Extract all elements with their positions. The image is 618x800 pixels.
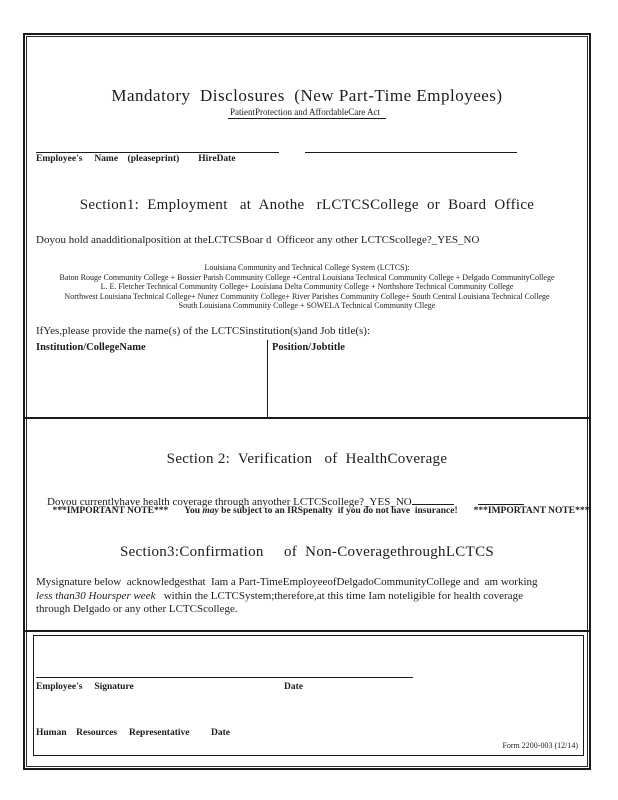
- college-list-item: L. E. Fletcher Technical Community College+ Louisiana Delta Community College + Northshore Technical Community College: [100, 282, 514, 291]
- signature-box: [33, 635, 584, 756]
- section1-heading: Section1: Employment at Anothe rLCTCSCollege or Board Office: [79, 197, 535, 213]
- section1-question: Doyou hold anadditionalposition at theLCTCSBoar d Officeor any other LCTCScollege?_YES_NO: [36, 234, 480, 246]
- section3-paragraph: [36, 576, 576, 617]
- section2-heading: Section 2: Verification of HealthCoverage: [166, 451, 448, 467]
- college-list-item: Louisiana Community and Technical College System (LCTCS):: [204, 263, 410, 272]
- paragraph-line: [36, 590, 576, 604]
- signature-box-top-rule: [25, 630, 589, 632]
- hr-representative-row: [34, 728, 583, 742]
- section2-question: Doyou currentlyhave health coverage through anyother LCTCScollege?_YES_NO: [47, 496, 412, 508]
- section-divider-line: [25, 417, 589, 419]
- hire-date-blank[interactable]: [305, 152, 517, 153]
- employee-name-label: Employee's Name (pleaseprint) HireDate: [36, 154, 236, 164]
- table-column-divider: [267, 340, 268, 419]
- paragraph-line-rest: within the LCTCSystem;therefore,at this time Iam noteligible for health coverage: [155, 589, 523, 602]
- paragraph-line: Mysignature below acknowledgesthat Iam a Part-TimeEmployeeofDelgadoCommunityCollege and am working: [36, 576, 538, 588]
- institution-cell[interactable]: [36, 357, 261, 417]
- important-note: [43, 496, 589, 526]
- employee-signature-row: [34, 682, 583, 696]
- section3-heading: Section3:Confirmation of Non-CoveragethroughLCTCS: [119, 544, 495, 560]
- college-list-item: Northwest Louisiana Technical College+ Nunez Community College+ River Parishes Community College+ South Central Louisiana Technical College: [64, 291, 550, 301]
- form-subtitle-row: [25, 107, 589, 117]
- employee-name-blank[interactable]: [36, 152, 279, 153]
- college-list-item: South Louisiana Community College + SOWELA Technical Community Cllege: [178, 301, 436, 310]
- college-list-item: Baton Rouge Community College + Bossier Parish Community College +Central Louisiana Technical Community College + Delgado CommunityCollege: [59, 272, 555, 282]
- important-note-you: You: [184, 506, 203, 516]
- hr-representative-label: Human Resources Representative: [36, 728, 190, 738]
- important-note-left: ***IMPORTANT NOTE***: [52, 506, 169, 516]
- page-frame: [23, 33, 591, 770]
- important-note-may: may: [202, 506, 219, 516]
- position-column-header: Position/Jobtitle: [272, 342, 345, 353]
- important-note-right: ***IMPORTANT NOTE***: [473, 506, 590, 516]
- hr-date-label: Date: [211, 728, 230, 738]
- position-cell[interactable]: [275, 357, 575, 417]
- college-list: [25, 263, 589, 311]
- employee-signature-line[interactable]: [36, 677, 413, 678]
- form-title: Mandatory Disclosures (New Part-Time Employees): [111, 86, 503, 105]
- employee-signature-label: Employee's Signature: [36, 682, 134, 692]
- institution-column-header: Institution/CollegeName: [36, 342, 146, 353]
- if-yes-instruction: IfYes,please provide the name(s) of the LCTCSinstitution(s)and Job title(s):: [36, 325, 371, 337]
- paragraph-line: through Delgado or any other LCTCScollege.: [36, 603, 238, 615]
- form-subtitle: PatientProtection and AffordableCare Act: [228, 107, 386, 119]
- important-note-rest: be subject to an IRSpenalty if you do not have insurance!: [218, 506, 458, 516]
- date-label: Date: [284, 682, 303, 692]
- form-number: Form 2200-003 (12/14): [502, 741, 578, 750]
- hours-per-week-italic: less than30 Hoursper week: [36, 589, 156, 602]
